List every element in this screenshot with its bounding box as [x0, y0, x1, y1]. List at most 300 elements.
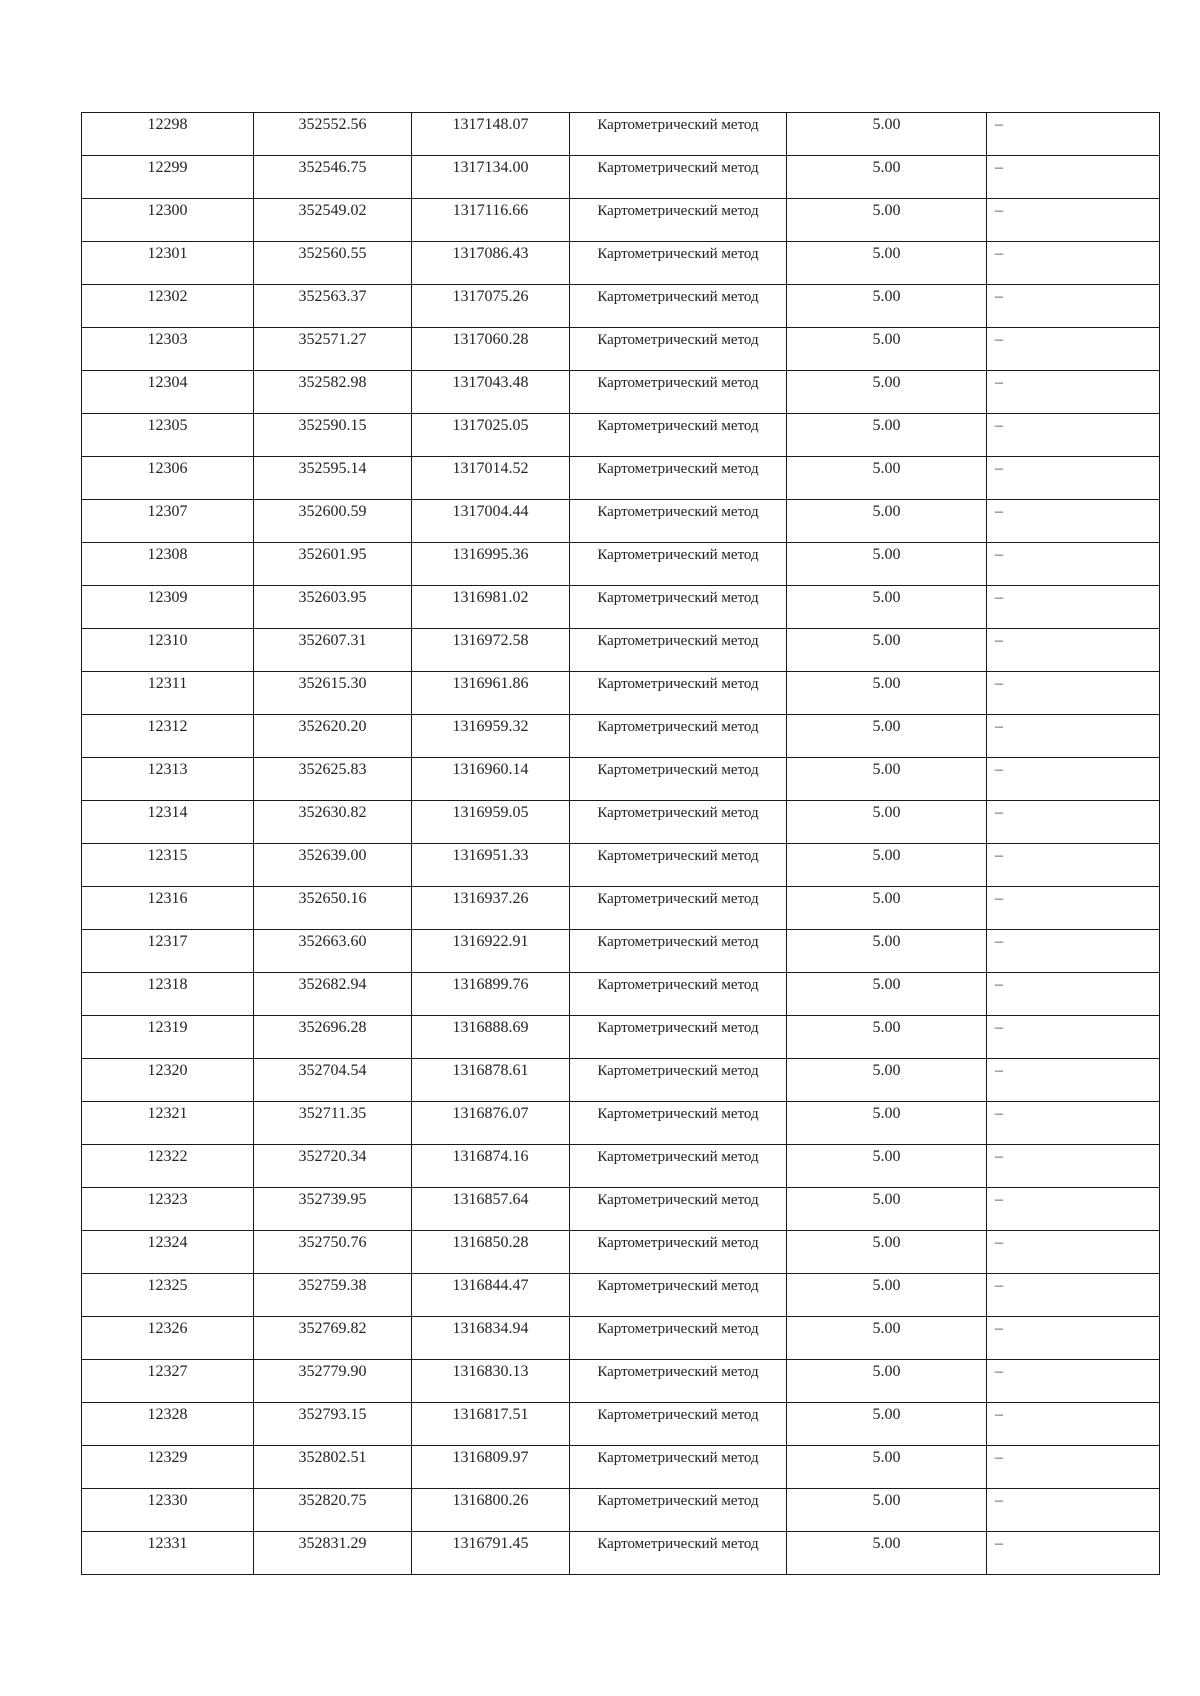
y-coordinate-cell	[412, 1317, 570, 1360]
method-cell-text: Картометрический метод	[597, 848, 759, 864]
accuracy-cell	[787, 1446, 987, 1489]
note-cell-text: –	[995, 1191, 1003, 1208]
x-coordinate-cell-text: 352696.28	[298, 1019, 367, 1036]
method-cell-text: Картометрический метод	[597, 1020, 759, 1036]
x-coordinate-cell-text: 352831.29	[298, 1535, 367, 1552]
point-number-cell	[82, 887, 254, 930]
table-row	[82, 1188, 1160, 1231]
y-coordinate-cell-text: 1317060.28	[452, 331, 529, 348]
method-cell	[570, 629, 787, 672]
x-coordinate-cell	[254, 1360, 412, 1403]
table-row	[82, 758, 1160, 801]
accuracy-cell-text: 5.00	[872, 374, 901, 391]
note-cell-text: –	[995, 718, 1003, 735]
point-number-cell	[82, 586, 254, 629]
method-cell-text: Картометрический метод	[597, 1364, 759, 1380]
accuracy-cell	[787, 457, 987, 500]
note-cell	[987, 844, 1160, 887]
note-cell-text: –	[995, 460, 1003, 477]
x-coordinate-cell	[254, 672, 412, 715]
point-number-cell	[82, 930, 254, 973]
method-cell-text: Картометрический метод	[597, 676, 759, 692]
table-row	[82, 371, 1160, 414]
y-coordinate-cell-text: 1316844.47	[452, 1277, 529, 1294]
accuracy-cell	[787, 1489, 987, 1532]
table-row	[82, 973, 1160, 1016]
method-cell	[570, 1360, 787, 1403]
point-number-cell	[82, 113, 254, 156]
method-cell-text: Картометрический метод	[597, 418, 759, 434]
note-cell	[987, 930, 1160, 973]
x-coordinate-cell-text: 352793.15	[298, 1406, 367, 1423]
note-cell-text: –	[995, 1105, 1003, 1122]
accuracy-cell	[787, 887, 987, 930]
accuracy-cell-text: 5.00	[872, 1492, 901, 1509]
method-cell	[570, 758, 787, 801]
x-coordinate-cell-text: 352625.83	[298, 761, 367, 778]
accuracy-cell-text: 5.00	[872, 1148, 901, 1165]
x-coordinate-cell	[254, 371, 412, 414]
x-coordinate-cell-text: 352615.30	[298, 675, 367, 692]
x-coordinate-cell	[254, 1059, 412, 1102]
accuracy-cell	[787, 586, 987, 629]
point-number-cell-text: 12309	[147, 589, 188, 606]
note-cell	[987, 1360, 1160, 1403]
note-cell-text: –	[995, 589, 1003, 606]
x-coordinate-cell-text: 352552.56	[298, 116, 367, 133]
point-number-cell	[82, 371, 254, 414]
method-cell-text: Картометрический метод	[597, 289, 759, 305]
method-cell-text: Картометрический метод	[597, 160, 759, 176]
method-cell-text: Картометрический метод	[597, 1149, 759, 1165]
x-coordinate-cell	[254, 801, 412, 844]
accuracy-cell	[787, 1059, 987, 1102]
x-coordinate-cell-text: 352639.00	[298, 847, 367, 864]
y-coordinate-cell-text: 1317014.52	[452, 460, 529, 477]
x-coordinate-cell	[254, 543, 412, 586]
x-coordinate-cell-text: 352720.34	[298, 1148, 367, 1165]
method-cell-text: Картометрический метод	[597, 1493, 759, 1509]
accuracy-cell	[787, 1188, 987, 1231]
table-row	[82, 1446, 1160, 1489]
table-row	[82, 715, 1160, 758]
point-number-cell-text: 12317	[147, 933, 188, 950]
table-row	[82, 930, 1160, 973]
y-coordinate-cell	[412, 629, 570, 672]
method-cell	[570, 328, 787, 371]
method-cell-text: Картометрический метод	[597, 590, 759, 606]
note-cell-text: –	[995, 288, 1003, 305]
accuracy-cell-text: 5.00	[872, 718, 901, 735]
x-coordinate-cell-text: 352603.95	[298, 589, 367, 606]
method-cell-text: Картометрический метод	[597, 977, 759, 993]
point-number-cell	[82, 1403, 254, 1446]
table-row	[82, 543, 1160, 586]
table-row	[82, 586, 1160, 629]
x-coordinate-cell	[254, 758, 412, 801]
table-row	[82, 672, 1160, 715]
x-coordinate-cell	[254, 586, 412, 629]
point-number-cell-text: 12324	[147, 1234, 188, 1251]
method-cell	[570, 1102, 787, 1145]
method-cell-text: Картометрический метод	[597, 1536, 759, 1552]
method-cell	[570, 156, 787, 199]
point-number-cell-text: 12300	[147, 202, 188, 219]
point-number-cell	[82, 156, 254, 199]
point-number-cell	[82, 1274, 254, 1317]
y-coordinate-cell	[412, 1489, 570, 1532]
table-row	[82, 457, 1160, 500]
accuracy-cell	[787, 1403, 987, 1446]
point-number-cell-text: 12308	[147, 546, 188, 563]
point-number-cell-text: 12316	[147, 890, 188, 907]
y-coordinate-cell	[412, 844, 570, 887]
table-row	[82, 1102, 1160, 1145]
coordinates-table	[81, 112, 1160, 1575]
y-coordinate-cell-text: 1316922.91	[452, 933, 529, 950]
x-coordinate-cell-text: 352571.27	[298, 331, 367, 348]
y-coordinate-cell-text: 1316791.45	[452, 1535, 529, 1552]
y-coordinate-cell	[412, 1188, 570, 1231]
point-number-cell-text: 12303	[147, 331, 188, 348]
y-coordinate-cell-text: 1316959.32	[452, 718, 529, 735]
x-coordinate-cell	[254, 629, 412, 672]
y-coordinate-cell-text: 1316981.02	[452, 589, 529, 606]
x-coordinate-cell	[254, 1102, 412, 1145]
table-row	[82, 199, 1160, 242]
point-number-cell-text: 12312	[147, 718, 188, 735]
accuracy-cell	[787, 113, 987, 156]
y-coordinate-cell	[412, 199, 570, 242]
method-cell-text: Картометрический метод	[597, 504, 759, 520]
note-cell	[987, 1274, 1160, 1317]
method-cell	[570, 371, 787, 414]
note-cell-text: –	[995, 976, 1003, 993]
accuracy-cell-text: 5.00	[872, 1191, 901, 1208]
point-number-cell	[82, 457, 254, 500]
x-coordinate-cell	[254, 844, 412, 887]
note-cell	[987, 199, 1160, 242]
method-cell	[570, 285, 787, 328]
method-cell	[570, 500, 787, 543]
table-row	[82, 844, 1160, 887]
accuracy-cell-text: 5.00	[872, 1277, 901, 1294]
accuracy-cell-text: 5.00	[872, 804, 901, 821]
x-coordinate-cell-text: 352600.59	[298, 503, 367, 520]
point-number-cell	[82, 715, 254, 758]
note-cell-text: –	[995, 1277, 1003, 1294]
method-cell-text: Картометрический метод	[597, 1235, 759, 1251]
accuracy-cell	[787, 715, 987, 758]
note-cell	[987, 1446, 1160, 1489]
x-coordinate-cell-text: 352549.02	[298, 202, 367, 219]
y-coordinate-cell	[412, 1274, 570, 1317]
y-coordinate-cell-text: 1316876.07	[452, 1105, 529, 1122]
y-coordinate-cell-text: 1316951.33	[452, 847, 529, 864]
y-coordinate-cell	[412, 285, 570, 328]
point-number-cell-text: 12302	[147, 288, 188, 305]
y-coordinate-cell	[412, 1532, 570, 1575]
accuracy-cell-text: 5.00	[872, 1406, 901, 1423]
y-coordinate-cell	[412, 242, 570, 285]
point-number-cell-text: 12318	[147, 976, 188, 993]
x-coordinate-cell-text: 352802.51	[298, 1449, 367, 1466]
y-coordinate-cell-text: 1317134.00	[452, 159, 529, 176]
note-cell-text: –	[995, 675, 1003, 692]
point-number-cell	[82, 672, 254, 715]
point-number-cell	[82, 973, 254, 1016]
note-cell-text: –	[995, 1492, 1003, 1509]
y-coordinate-cell	[412, 328, 570, 371]
point-number-cell-text: 12319	[147, 1019, 188, 1036]
y-coordinate-cell-text: 1316830.13	[452, 1363, 529, 1380]
accuracy-cell-text: 5.00	[872, 976, 901, 993]
y-coordinate-cell	[412, 457, 570, 500]
note-cell	[987, 1188, 1160, 1231]
note-cell-text: –	[995, 1062, 1003, 1079]
note-cell	[987, 328, 1160, 371]
y-coordinate-cell-text: 1317043.48	[452, 374, 529, 391]
method-cell-text: Картометрический метод	[597, 461, 759, 477]
point-number-cell-text: 12298	[147, 116, 188, 133]
point-number-cell-text: 12313	[147, 761, 188, 778]
x-coordinate-cell-text: 352563.37	[298, 288, 367, 305]
method-cell	[570, 887, 787, 930]
point-number-cell-text: 12331	[147, 1535, 188, 1552]
x-coordinate-cell	[254, 242, 412, 285]
x-coordinate-cell-text: 352711.35	[298, 1105, 367, 1122]
accuracy-cell-text: 5.00	[872, 761, 901, 778]
point-number-cell-text: 12329	[147, 1449, 188, 1466]
method-cell-text: Картометрический метод	[597, 1407, 759, 1423]
method-cell	[570, 1489, 787, 1532]
note-cell	[987, 586, 1160, 629]
x-coordinate-cell-text: 352704.54	[298, 1062, 367, 1079]
table-row	[82, 887, 1160, 930]
method-cell	[570, 457, 787, 500]
table-row	[82, 1360, 1160, 1403]
x-coordinate-cell-text: 352590.15	[298, 417, 367, 434]
method-cell	[570, 1231, 787, 1274]
note-cell	[987, 715, 1160, 758]
note-cell-text: –	[995, 417, 1003, 434]
method-cell-text: Картометрический метод	[597, 203, 759, 219]
method-cell	[570, 973, 787, 1016]
y-coordinate-cell	[412, 1403, 570, 1446]
accuracy-cell	[787, 1532, 987, 1575]
table-row	[82, 500, 1160, 543]
y-coordinate-cell-text: 1317004.44	[452, 503, 529, 520]
note-cell	[987, 500, 1160, 543]
accuracy-cell	[787, 1102, 987, 1145]
point-number-cell-text: 12305	[147, 417, 188, 434]
y-coordinate-cell	[412, 930, 570, 973]
point-number-cell	[82, 199, 254, 242]
point-number-cell	[82, 1489, 254, 1532]
y-coordinate-cell-text: 1316959.05	[452, 804, 529, 821]
x-coordinate-cell-text: 352595.14	[298, 460, 367, 477]
y-coordinate-cell	[412, 1145, 570, 1188]
point-number-cell	[82, 414, 254, 457]
point-number-cell-text: 12304	[147, 374, 188, 391]
accuracy-cell-text: 5.00	[872, 1062, 901, 1079]
method-cell	[570, 715, 787, 758]
x-coordinate-cell	[254, 1532, 412, 1575]
table-row	[82, 414, 1160, 457]
note-cell	[987, 887, 1160, 930]
point-number-cell-text: 12323	[147, 1191, 188, 1208]
table-row	[82, 285, 1160, 328]
y-coordinate-cell-text: 1316817.51	[452, 1406, 529, 1423]
x-coordinate-cell	[254, 887, 412, 930]
y-coordinate-cell	[412, 543, 570, 586]
accuracy-cell	[787, 156, 987, 199]
method-cell-text: Картометрический метод	[597, 1192, 759, 1208]
point-number-cell	[82, 1446, 254, 1489]
x-coordinate-cell-text: 352620.20	[298, 718, 367, 735]
method-cell	[570, 414, 787, 457]
method-cell-text: Картометрический метод	[597, 805, 759, 821]
accuracy-cell	[787, 543, 987, 586]
method-cell-text: Картометрический метод	[597, 1063, 759, 1079]
accuracy-cell-text: 5.00	[872, 1019, 901, 1036]
y-coordinate-cell	[412, 586, 570, 629]
y-coordinate-cell	[412, 1059, 570, 1102]
accuracy-cell-text: 5.00	[872, 890, 901, 907]
accuracy-cell	[787, 242, 987, 285]
note-cell	[987, 156, 1160, 199]
method-cell	[570, 242, 787, 285]
method-cell	[570, 1532, 787, 1575]
accuracy-cell	[787, 414, 987, 457]
point-number-cell-text: 12321	[147, 1105, 188, 1122]
method-cell	[570, 1145, 787, 1188]
table-row	[82, 1059, 1160, 1102]
note-cell-text: –	[995, 116, 1003, 133]
y-coordinate-cell-text: 1317075.26	[452, 288, 529, 305]
method-cell-text: Картометрический метод	[597, 1321, 759, 1337]
table-row	[82, 1145, 1160, 1188]
point-number-cell	[82, 1231, 254, 1274]
x-coordinate-cell	[254, 457, 412, 500]
y-coordinate-cell-text: 1316961.86	[452, 675, 529, 692]
point-number-cell-text: 12299	[147, 159, 188, 176]
y-coordinate-cell	[412, 672, 570, 715]
point-number-cell	[82, 543, 254, 586]
x-coordinate-cell	[254, 1317, 412, 1360]
note-cell	[987, 242, 1160, 285]
accuracy-cell	[787, 1317, 987, 1360]
y-coordinate-cell	[412, 500, 570, 543]
table-row	[82, 1274, 1160, 1317]
note-cell	[987, 1317, 1160, 1360]
x-coordinate-cell	[254, 1145, 412, 1188]
point-number-cell-text: 12327	[147, 1363, 188, 1380]
point-number-cell	[82, 801, 254, 844]
note-cell	[987, 1059, 1160, 1102]
point-number-cell-text: 12328	[147, 1406, 188, 1423]
accuracy-cell-text: 5.00	[872, 632, 901, 649]
y-coordinate-cell-text: 1317086.43	[452, 245, 529, 262]
y-coordinate-cell	[412, 1360, 570, 1403]
note-cell	[987, 672, 1160, 715]
table-row	[82, 328, 1160, 371]
note-cell-text: –	[995, 1449, 1003, 1466]
accuracy-cell	[787, 629, 987, 672]
note-cell-text: –	[995, 1535, 1003, 1552]
table-row	[82, 1016, 1160, 1059]
accuracy-cell-text: 5.00	[872, 675, 901, 692]
x-coordinate-cell	[254, 156, 412, 199]
y-coordinate-cell-text: 1316874.16	[452, 1148, 529, 1165]
method-cell	[570, 1317, 787, 1360]
accuracy-cell-text: 5.00	[872, 1449, 901, 1466]
coordinates-table-body	[82, 113, 1160, 1575]
x-coordinate-cell	[254, 715, 412, 758]
method-cell	[570, 930, 787, 973]
point-number-cell-text: 12326	[147, 1320, 188, 1337]
accuracy-cell	[787, 285, 987, 328]
x-coordinate-cell-text: 352546.75	[298, 159, 367, 176]
accuracy-cell	[787, 930, 987, 973]
point-number-cell	[82, 1102, 254, 1145]
y-coordinate-cell-text: 1316878.61	[452, 1062, 529, 1079]
x-coordinate-cell	[254, 500, 412, 543]
note-cell-text: –	[995, 933, 1003, 950]
note-cell-text: –	[995, 503, 1003, 520]
y-coordinate-cell	[412, 1016, 570, 1059]
y-coordinate-cell-text: 1317025.05	[452, 417, 529, 434]
method-cell-text: Картометрический метод	[597, 375, 759, 391]
note-cell	[987, 1016, 1160, 1059]
note-cell	[987, 414, 1160, 457]
note-cell-text: –	[995, 890, 1003, 907]
point-number-cell-text: 12310	[147, 632, 188, 649]
note-cell-text: –	[995, 632, 1003, 649]
x-coordinate-cell	[254, 1016, 412, 1059]
point-number-cell	[82, 1059, 254, 1102]
accuracy-cell	[787, 1360, 987, 1403]
note-cell-text: –	[995, 546, 1003, 563]
accuracy-cell-text: 5.00	[872, 159, 901, 176]
y-coordinate-cell-text: 1316857.64	[452, 1191, 529, 1208]
accuracy-cell-text: 5.00	[872, 288, 901, 305]
note-cell	[987, 973, 1160, 1016]
x-coordinate-cell	[254, 113, 412, 156]
x-coordinate-cell	[254, 1231, 412, 1274]
note-cell-text: –	[995, 1320, 1003, 1337]
method-cell-text: Картометрический метод	[597, 1278, 759, 1294]
y-coordinate-cell-text: 1316972.58	[452, 632, 529, 649]
table-row	[82, 1231, 1160, 1274]
note-cell-text: –	[995, 1406, 1003, 1423]
accuracy-cell	[787, 672, 987, 715]
y-coordinate-cell-text: 1316960.14	[452, 761, 529, 778]
accuracy-cell-text: 5.00	[872, 460, 901, 477]
accuracy-cell-text: 5.00	[872, 503, 901, 520]
note-cell-text: –	[995, 202, 1003, 219]
table-row	[82, 801, 1160, 844]
y-coordinate-cell	[412, 887, 570, 930]
note-cell-text: –	[995, 374, 1003, 391]
note-cell-text: –	[995, 804, 1003, 821]
note-cell-text: –	[995, 1234, 1003, 1251]
method-cell-text: Картометрический метод	[597, 547, 759, 563]
method-cell	[570, 1446, 787, 1489]
y-coordinate-cell	[412, 113, 570, 156]
x-coordinate-cell-text: 352630.82	[298, 804, 367, 821]
accuracy-cell	[787, 328, 987, 371]
